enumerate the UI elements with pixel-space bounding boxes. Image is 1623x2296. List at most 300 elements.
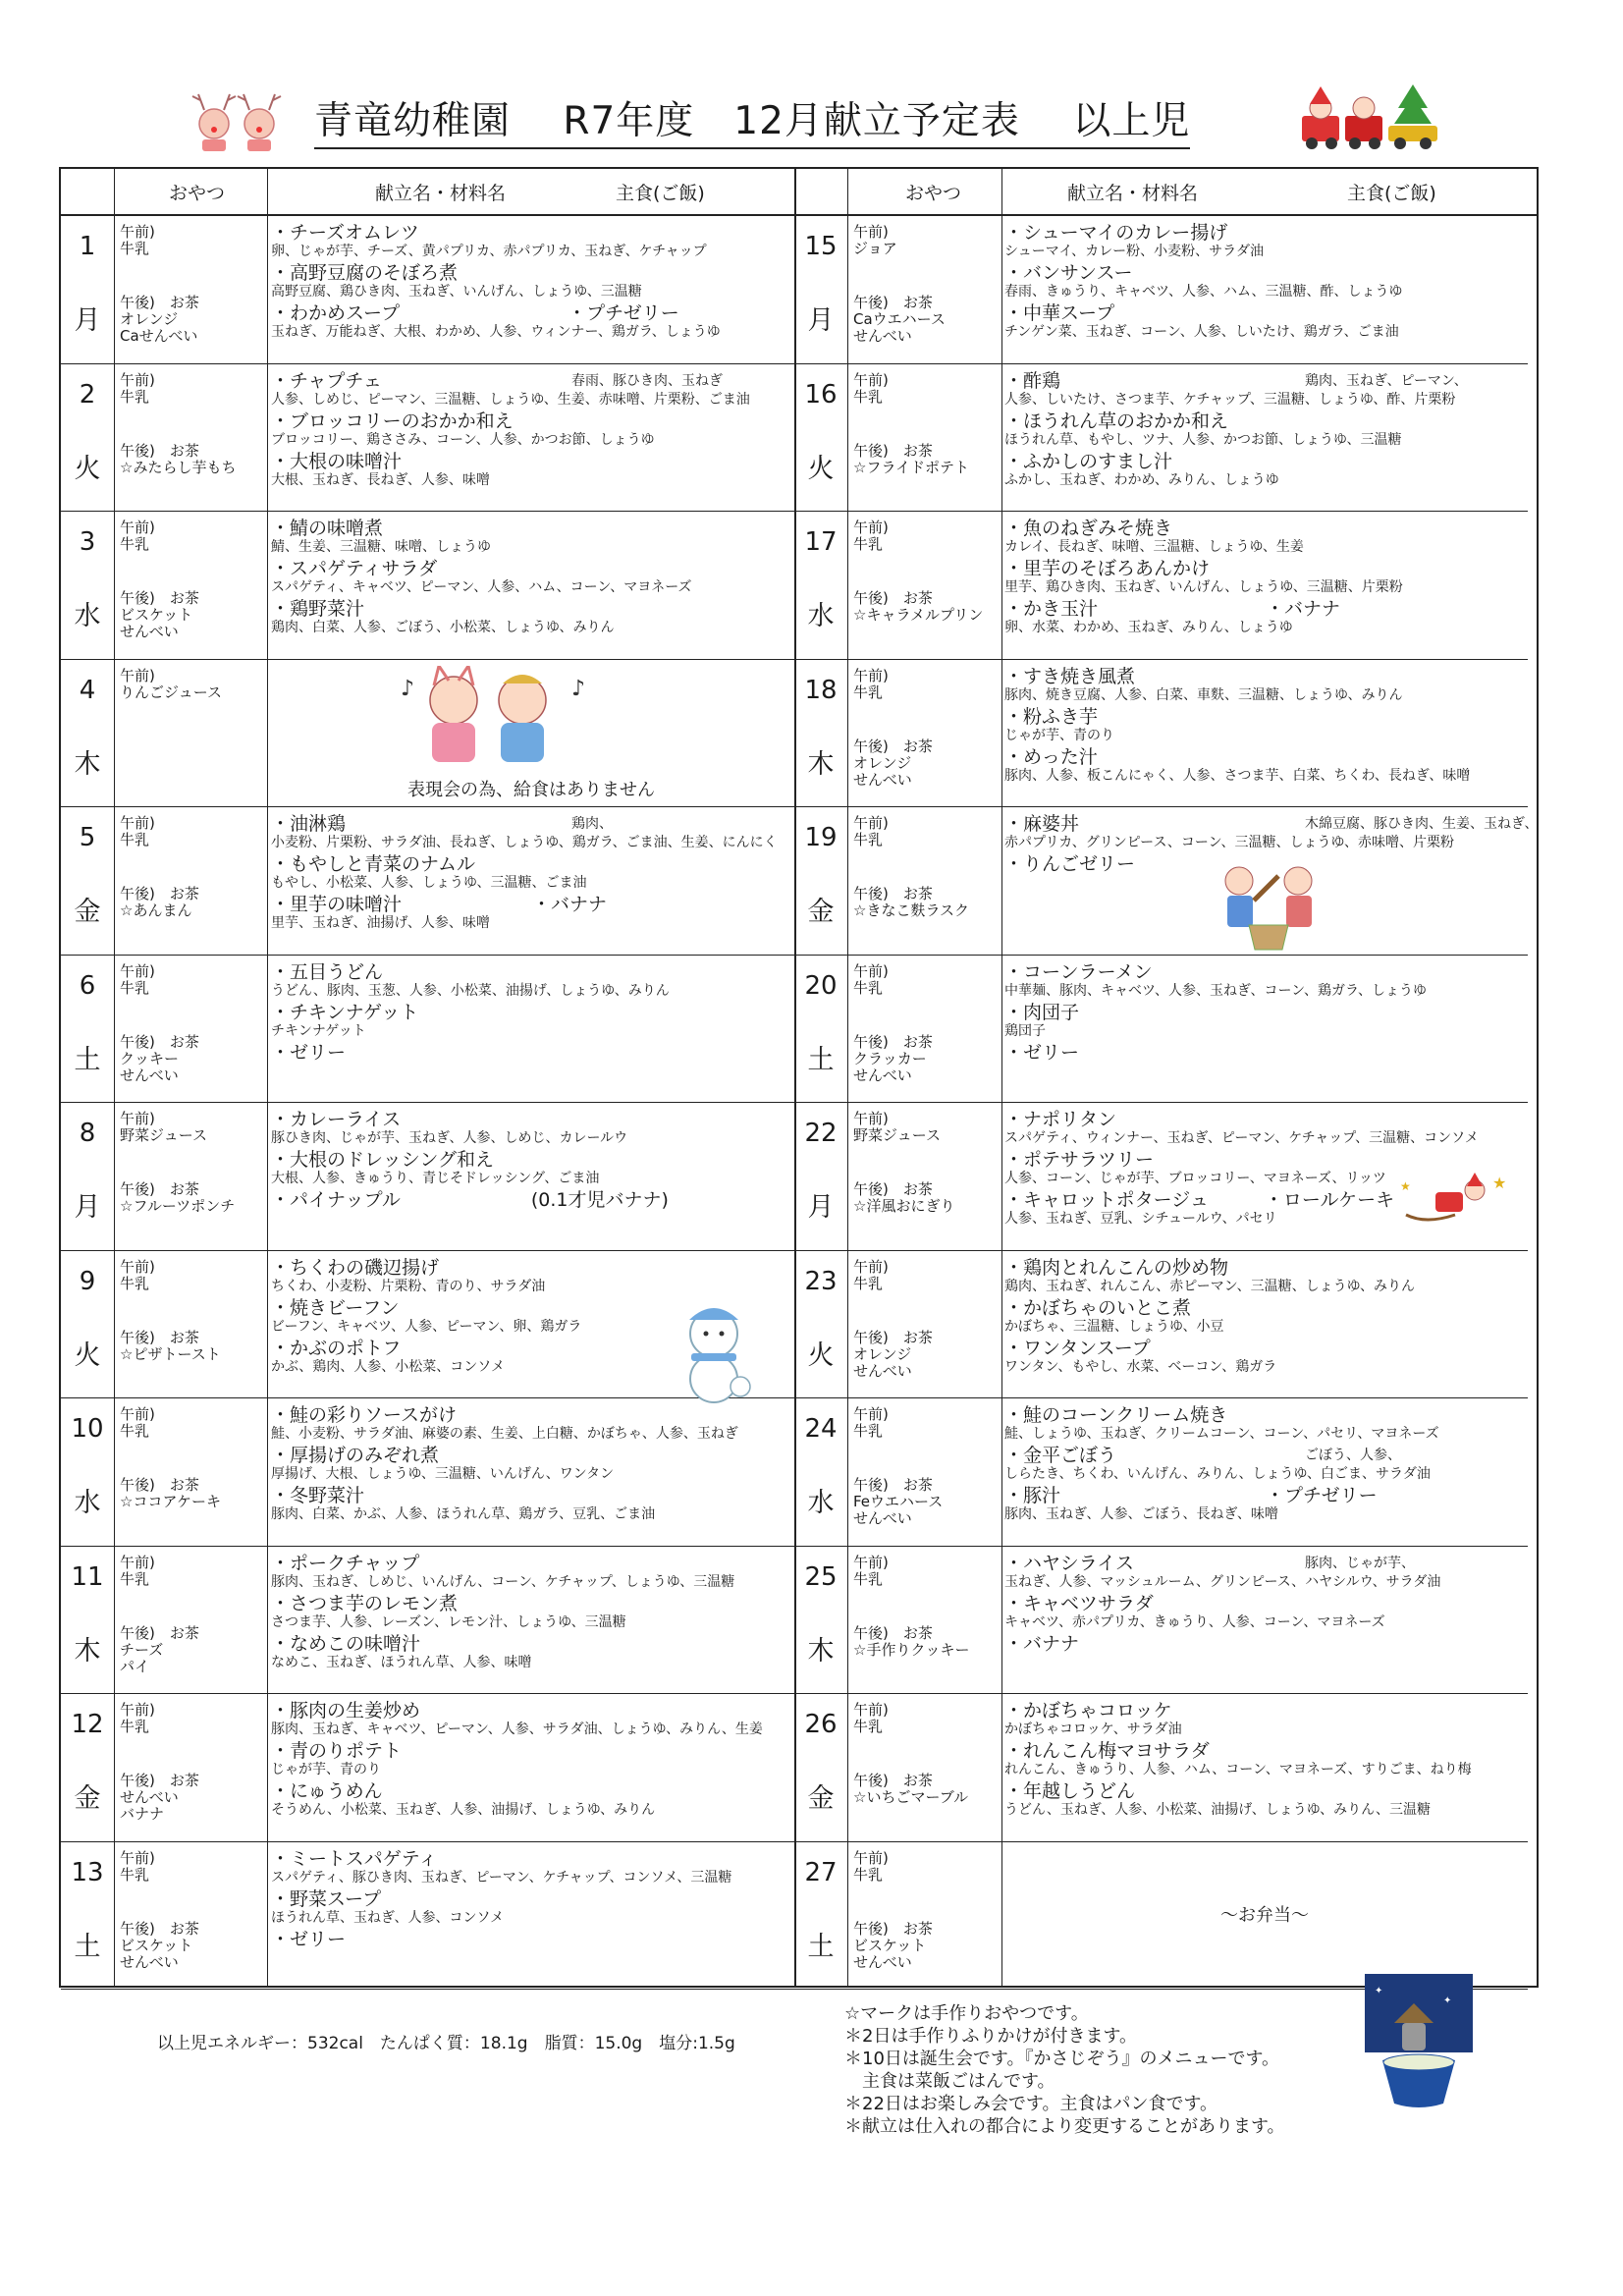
dish-name: ・もやしと青菜のナムル	[271, 853, 476, 875]
ingredient-list: 人参、コーン、じゃが芋、ブロッコリー、マヨネーズ、リッツ	[1004, 1171, 1386, 1186]
ingredient-list: 鶏団子	[1004, 1022, 1046, 1039]
mochi-pounding-illustration-icon	[1210, 856, 1327, 955]
dish-name: ・ワンタンスープ	[1004, 1337, 1151, 1359]
day-number: 15	[804, 232, 838, 261]
snack-line: 午前)	[120, 814, 155, 832]
svg-text:♪: ♪	[401, 677, 415, 701]
snack-line: 牛乳	[853, 831, 884, 848]
snack-line: 午前)	[853, 1405, 889, 1423]
snack-line: 午前)	[120, 961, 155, 980]
dish-name: ・鮭の彩りソースがけ	[271, 1404, 458, 1426]
note-line: ＊22日はお楽しみ会です。主食はパン食です。	[844, 2094, 1218, 2114]
dish-name: ・ほうれん草のおかか和え	[1004, 410, 1229, 432]
table-row	[61, 1842, 794, 1991]
snack-line: せんべい	[853, 1509, 912, 1527]
dish-name: ・りんごゼリー	[1004, 853, 1136, 875]
snack-line: 午前)	[120, 1257, 155, 1276]
snack-line: ☆洋風おにぎり	[853, 1197, 955, 1215]
day-number: 3	[79, 527, 96, 557]
snack-line: 午前)	[120, 1405, 155, 1423]
day-number: 4	[79, 675, 96, 705]
ingredient-list: 豚ひき肉、じゃが芋、玉ねぎ、人参、しめじ、カレールウ	[271, 1130, 628, 1146]
day-weekday: 土	[807, 1044, 835, 1075]
snack-line: 牛乳	[120, 1569, 150, 1588]
dish-name: ・鶏肉とれんこんの炒め物	[1004, 1256, 1229, 1279]
header-menu-right: 献立名・材料名	[1067, 183, 1199, 204]
snack-line: チーズ	[120, 1640, 164, 1659]
snack-line: ビスケット	[120, 1936, 193, 1954]
dish-name: ・バナナ	[1004, 1632, 1080, 1655]
nutrition-info: 以上児エネルギー：532cal たんぱく質：18.1g 脂質：15.0g 塩分:1.5g	[157, 2034, 735, 2053]
svg-text:✦: ✦	[1443, 1995, 1452, 2006]
dish-name: ・鶏野菜汁	[271, 598, 365, 620]
snack-line: せんべい	[853, 327, 912, 345]
ingredient-list: 豚肉、玉ねぎ、しめじ、いんげん、コーン、ケチャップ、しょうゆ、三温糖	[271, 1573, 735, 1590]
snack-line: せんべい	[853, 1952, 912, 1971]
dish-name: ・さつま芋のレモン煮	[271, 1592, 459, 1614]
ingredient-list: なめこ、玉ねぎ、ほうれん草、人参、味噌	[271, 1654, 532, 1670]
dish-name: ・カレーライス	[271, 1109, 402, 1130]
day-number: 23	[804, 1266, 838, 1296]
day-weekday: 土	[807, 1931, 835, 1962]
snack-line: Feウエハース	[853, 1493, 944, 1510]
snack-line: りんごジュース	[120, 683, 222, 701]
snack-line: せんべい	[853, 1066, 912, 1084]
day-number: 24	[804, 1414, 838, 1444]
dish-name: ・わかめスープ ・プチゼリー	[271, 302, 679, 324]
day-weekday: 火	[807, 453, 835, 484]
snack-line: 午後) お茶	[120, 1032, 199, 1051]
dish-name: ・中華スープ	[1004, 302, 1115, 324]
snack-line: 午後) お茶	[853, 737, 933, 755]
dish-name: ・かき玉汁 ・バナナ	[1004, 598, 1341, 620]
snack-line: 午後) お茶	[853, 1623, 933, 1642]
dish-name: ・金平ごぼう	[1004, 1445, 1117, 1466]
dish-name: ・なめこの味噌汁	[271, 1632, 421, 1655]
day-weekday: 土	[74, 1931, 101, 1962]
snack-line: 午前)	[853, 1553, 889, 1571]
ingredient-list: 鮭、小麦粉、サラダ油、麻婆の素、生姜、上白糖、かぼちゃ、人参、玉ねぎ	[271, 1426, 738, 1442]
table-row	[794, 216, 1528, 364]
snack-line: せんべい	[120, 1952, 179, 1971]
dish-name: ・鮭のコーンクリーム焼き	[1004, 1404, 1228, 1426]
snack-line: 午後) お茶	[120, 294, 199, 311]
day-number: 22	[804, 1119, 838, 1148]
dish-extra-ingredients: 鶏肉、	[571, 816, 613, 832]
ingredient-list: ほうれん草、玉ねぎ、人参、コンソメ	[271, 1909, 505, 1926]
day-weekday: 火	[74, 453, 101, 484]
dish-name: ・ちくわの磯辺揚げ	[271, 1256, 440, 1279]
menu-table	[59, 167, 1539, 1988]
snack-line: 牛乳	[120, 1718, 150, 1735]
dish-name: ・キャベツサラダ	[1004, 1592, 1154, 1614]
snack-line: せんべい	[120, 623, 179, 640]
ingredient-list: ブロッコリー、鶏ささみ、コーン、人参、かつお節、しょうゆ	[271, 431, 655, 448]
table-row	[794, 364, 1528, 513]
note-line: ＊2日は手作りふりかけが付きます。	[844, 2026, 1138, 2047]
snack-line: 牛乳	[853, 535, 884, 553]
snack-line: 午前)	[120, 370, 155, 389]
snack-line: クラッカー	[853, 1049, 927, 1067]
table-row	[61, 807, 794, 956]
dish-name: ・野菜スープ	[271, 1887, 382, 1910]
day-number: 8	[79, 1119, 96, 1148]
day-weekday: 火	[807, 1339, 835, 1371]
ingredient-list: 玉ねぎ、万能ねぎ、大根、わかめ、人参、ウィンナー、鶏ガラ、しょうゆ	[271, 324, 721, 340]
dish-name: ・麻婆丼	[1004, 813, 1080, 835]
ingredient-list: 鮭、しょうゆ、玉ねぎ、クリームコーン、コーン、パセリ、マヨネーズ	[1004, 1426, 1439, 1442]
snack-line: 午後) お茶	[120, 441, 199, 460]
ingredient-list: 鶏肉、白菜、人参、ごぼう、小松菜、しょうゆ、みりん	[271, 620, 615, 635]
snack-line: 午後) お茶	[853, 294, 933, 311]
table-row	[61, 1398, 794, 1547]
dish-name: ・バンサンスー	[1004, 262, 1133, 284]
snack-line: ビスケット	[853, 1936, 927, 1954]
snack-line: 牛乳	[120, 978, 150, 997]
dish-name: ・酢鶏	[1004, 369, 1061, 392]
day-weekday: 木	[74, 748, 101, 780]
dish-name: ・里芋のそぼろあんかけ	[1004, 558, 1211, 579]
day-weekday: 木	[74, 1635, 101, 1667]
snack-line: オレンジ	[853, 753, 912, 772]
snack-line: 野菜ジュース	[120, 1126, 207, 1144]
ingredient-list: もやし、小松菜、人参、しょうゆ、三温糖、ごま油	[271, 875, 587, 891]
ingredient-list: 人参、しめじ、ピーマン、三温糖、しょうゆ、生姜、赤味噌、片栗粉、ごま油	[271, 391, 750, 408]
day-weekday: 金	[807, 1783, 835, 1814]
day-weekday: 水	[74, 1488, 101, 1518]
snack-line: 午前)	[120, 1110, 155, 1127]
day-weekday: 木	[807, 748, 835, 780]
ingredient-list: 春雨、きゅうり、キャベツ、人参、ハム、三温糖、酢、しょうゆ	[1004, 284, 1403, 300]
svg-text:★: ★	[1492, 1174, 1507, 1192]
day-number: 10	[71, 1414, 104, 1444]
dish-name: ・ふかしのすまし汁	[1004, 450, 1173, 472]
ingredient-list: そうめん、小松菜、玉ねぎ、人参、油揚げ、しょうゆ、みりん	[271, 1802, 656, 1818]
dish-name: ・すき焼き風煮	[1004, 665, 1136, 687]
dish-name: ・かぼちゃコロッケ	[1004, 1700, 1172, 1722]
day-number: 12	[71, 1710, 104, 1739]
ingredient-list: 豚肉、人参、板こんにゃく、人参、さつま芋、白菜、ちくわ、長ねぎ、味噌	[1004, 767, 1471, 784]
ingredient-list: じゃが芋、青のり	[271, 1762, 381, 1777]
dish-name: ・鯖の味噌煮	[271, 518, 384, 539]
dish-name: ・粉ふき芋	[1004, 705, 1099, 728]
ingredient-list: 豚肉、白菜、かぶ、人参、ほうれん草、鶏ガラ、豆乳、ごま油	[271, 1506, 656, 1522]
dish-name: ・年越しうどん	[1004, 1780, 1136, 1802]
table-row	[61, 1547, 794, 1695]
snack-line: 午後) お茶	[120, 1623, 199, 1642]
table-row	[794, 1694, 1528, 1842]
header-snack-left: おやつ	[169, 183, 226, 204]
day-number: 9	[79, 1266, 96, 1296]
dish-name: ・パイナップル (0.1才児バナナ)	[271, 1189, 669, 1211]
snack-line: 午後) お茶	[853, 1180, 933, 1198]
day-weekday: 水	[807, 1488, 835, 1518]
snack-line: 牛乳	[120, 535, 150, 553]
day-weekday: 水	[807, 601, 835, 631]
snack-line: 牛乳	[853, 1718, 884, 1735]
snack-line: 牛乳	[853, 1569, 884, 1588]
dish-name: ・シューマイのカレー揚げ	[1004, 222, 1228, 244]
dish-name: ・かぶのポトフ	[271, 1337, 402, 1359]
dish-name: ・ゼリー	[1004, 1041, 1080, 1064]
snack-line: Caウエハース	[853, 310, 946, 328]
table-row	[61, 1694, 794, 1842]
snack-line: 午前)	[853, 1701, 889, 1719]
day-number: 26	[804, 1710, 838, 1739]
day-weekday: 月	[74, 1192, 101, 1223]
snack-line: バナナ	[120, 1805, 165, 1823]
dish-name: ・大根のドレッシング和え	[271, 1149, 494, 1171]
svg-text:★: ★	[1400, 1179, 1411, 1193]
snack-line: 午後) お茶	[120, 1328, 199, 1346]
snack-line: 午前)	[120, 1553, 155, 1571]
ingredient-list: 人参、玉ねぎ、豆乳、シチュールウ、パセリ	[1004, 1211, 1277, 1227]
day-number: 16	[804, 379, 838, 410]
snack-line: 午前)	[120, 1848, 155, 1867]
snack-line: 午前)	[853, 1110, 889, 1127]
snack-line: 牛乳	[853, 1865, 884, 1884]
snack-line: 野菜ジュース	[853, 1126, 941, 1144]
snack-line: 牛乳	[120, 831, 150, 848]
dish-name: ・にゅうめん	[271, 1780, 383, 1802]
day-weekday: 月	[807, 305, 835, 336]
dish-name: ・冬野菜汁	[271, 1485, 365, 1506]
table-row	[61, 512, 794, 660]
table-row	[61, 216, 794, 364]
snack-line: 午前)	[853, 519, 889, 536]
snack-line: 午前)	[853, 1848, 889, 1867]
dish-name: ・チーズオムレツ	[271, 222, 420, 244]
ingredient-list: れんこん、きゅうり、人参、ハム、コーン、マヨネーズ、すりごま、ねり梅	[1004, 1762, 1472, 1777]
day-number: 5	[79, 823, 96, 852]
dish-name: ・里芋の味噌汁 ・バナナ	[271, 894, 608, 915]
ingredient-list: 玉ねぎ、人参、マッシュルーム、グリンピース、ハヤシルウ、サラダ油	[1004, 1573, 1441, 1590]
table-header	[61, 169, 1537, 216]
dish-name: ・かぼちゃのいとこ煮	[1004, 1296, 1192, 1319]
snack-line: 午後) お茶	[853, 1476, 933, 1494]
snack-line: ☆ピザトースト	[120, 1344, 221, 1363]
dish-extra-ingredients: 木綿豆腐、豚ひき肉、生姜、玉ねぎ、	[1305, 816, 1539, 832]
ingredient-list: 里芋、鶏ひき肉、玉ねぎ、いんげん、しょうゆ、三温糖、片栗粉	[1004, 579, 1403, 595]
snack-line: Caせんべい	[120, 327, 198, 345]
ingredient-list: 卵、じゃが芋、チーズ、黄パプリカ、赤パプリカ、玉ねぎ、ケチャップ	[271, 244, 707, 259]
day-weekday: 金	[807, 897, 835, 927]
dish-name: ・ゼリー	[271, 1928, 347, 1950]
day-weekday: 木	[807, 1635, 835, 1667]
ingredient-list: 里芋、玉ねぎ、油揚げ、人参、味噌	[271, 915, 490, 931]
note-line: ＊献立は仕入れの都合により変更することがあります。	[844, 2116, 1285, 2137]
dish-name: ・五目うどん	[271, 960, 384, 983]
header-staple-right: 主食(ご飯)	[1347, 183, 1436, 204]
snack-line: 午後) お茶	[853, 589, 933, 607]
ingredient-list: じゃが芋、青のり	[1004, 727, 1114, 743]
ingredient-list: ちくわ、小麦粉、片栗粉、青のり、サラダ油	[271, 1278, 546, 1294]
svg-text:✦: ✦	[1375, 1986, 1383, 1996]
snack-line: クッキー	[120, 1049, 180, 1067]
day-number: 6	[79, 970, 96, 1001]
snack-line: 午前)	[853, 370, 889, 389]
snack-line: 午後) お茶	[853, 885, 933, 902]
dish-name: ・めった汁	[1004, 745, 1098, 768]
snowman-icon	[670, 1298, 758, 1406]
dish-name: ・チキンナゲット	[271, 1001, 419, 1023]
ingredient-list: シューマイ、カレー粉、小麦粉、サラダ油	[1004, 244, 1265, 259]
snack-line: ☆フルーツポンチ	[120, 1197, 236, 1215]
ingredient-list: 豚肉、焼き豆腐、人参、白菜、車麩、三温糖、しょうゆ、みりん	[1004, 686, 1403, 703]
day-weekday: 土	[74, 1044, 101, 1075]
kasajizo-illustration-icon	[1365, 1974, 1473, 2107]
snack-line: パイ	[120, 1657, 150, 1675]
ingredient-list: 豚肉、玉ねぎ、キャベツ、ピーマン、人参、サラダ油、しょうゆ、みりん、生姜	[271, 1722, 763, 1737]
dish-name: ・厚揚げのみぞれ煮	[271, 1445, 440, 1466]
table-row	[794, 1842, 1528, 1991]
snack-line: ☆ココアケーキ	[120, 1493, 221, 1510]
ingredient-list: 鯖、生姜、三温糖、味噌、しょうゆ	[271, 539, 491, 555]
note-line: 主食は菜飯ごはんです。	[844, 2071, 1055, 2092]
dish-name: ・ミートスパゲティ	[271, 1847, 438, 1870]
snack-line: オレンジ	[120, 310, 179, 328]
header-menu-left: 献立名・材料名	[375, 183, 507, 204]
ingredient-list: 大根、玉ねぎ、長ねぎ、人参、味噌	[271, 471, 490, 488]
ingredient-list: 豚肉、玉ねぎ、人参、ごぼう、長ねぎ、味噌	[1004, 1506, 1278, 1522]
snack-line: ビスケット	[120, 606, 193, 624]
header-snack-right: おやつ	[905, 183, 962, 204]
day-weekday: 金	[74, 897, 101, 927]
dish-extra-ingredients: 春雨、豚ひき肉、玉ねぎ	[571, 372, 723, 389]
ingredient-list: 大根、人参、きゅうり、青じそドレッシング、ごま油	[271, 1171, 600, 1186]
table-row	[794, 956, 1528, 1104]
reindeer-illustration-icon	[187, 86, 295, 153]
snack-line: 午前)	[120, 519, 155, 536]
snack-line: 牛乳	[853, 1422, 884, 1440]
ingredient-list: 人参、しいたけ、さつま芋、ケチャップ、三温糖、しょうゆ、酢、片栗粉	[1004, 391, 1456, 408]
snack-line: ☆あんまん	[120, 902, 192, 919]
dish-name: ・豚汁 ・プチゼリー	[1004, 1485, 1378, 1506]
snack-line: 午前)	[120, 223, 155, 241]
snack-line: 午後) お茶	[853, 1919, 933, 1938]
ingredient-list: 厚揚げ、大根、しょうゆ、三温糖、いんげん、ワンタン	[271, 1466, 615, 1482]
ingredient-list: 鶏肉、玉ねぎ、れんこん、赤ピーマン、三温糖、しょうゆ、みりん	[1004, 1278, 1416, 1294]
snack-line: 午後) お茶	[120, 1180, 199, 1198]
table-row	[794, 1547, 1528, 1695]
ingredient-list: ビーフン、キャベツ、人参、ピーマン、卵、鶏ガラ	[271, 1318, 582, 1335]
snack-line: せんべい	[120, 1066, 179, 1084]
snack-line: 午後) お茶	[120, 885, 199, 902]
ingredient-list: スパゲティ、豚ひき肉、玉ねぎ、ピーマン、ケチャップ、コンソメ、三温糖	[271, 1869, 732, 1886]
dish-name: ・青のりポテト	[271, 1740, 403, 1762]
dish-name: ・キャロットポタージュ ・ロールケーキ	[1004, 1189, 1395, 1211]
day-weekday: 金	[74, 1783, 101, 1814]
dish-name: ・大根の味噌汁	[271, 450, 403, 472]
dish-name: ・ブロッコリーのおかか和え	[271, 410, 514, 432]
page-title: 青竜幼稚園 R7年度 12月献立予定表 以上児	[314, 90, 1190, 149]
dish-extra-ingredients: 鶏肉、玉ねぎ、ピーマン、	[1305, 372, 1468, 389]
ingredient-list: かぼちゃコロッケ、サラダ油	[1004, 1722, 1182, 1737]
snack-line: 牛乳	[853, 978, 884, 997]
snack-line: 牛乳	[120, 1865, 150, 1884]
day-note: ～お弁当～	[1220, 1904, 1309, 1926]
table-row	[794, 660, 1528, 808]
snack-line: 牛乳	[853, 683, 884, 701]
snack-line: ☆キャラメルプリン	[853, 606, 984, 624]
snack-line: ☆いちごマーブル	[853, 1788, 969, 1806]
snack-line: 牛乳	[120, 1274, 150, 1292]
dish-extra-ingredients: 豚肉、じゃが芋、	[1305, 1555, 1415, 1571]
snack-line: 午後) お茶	[853, 1772, 933, 1789]
day-weekday: 月	[74, 305, 101, 336]
day-number: 19	[804, 823, 838, 852]
dish-name: ・チャプチェ	[271, 369, 382, 392]
christmas-train-icon	[1296, 81, 1453, 155]
ingredient-list: 卵、水菜、わかめ、玉ねぎ、みりん、しょうゆ	[1004, 620, 1293, 635]
snack-line: せんべい	[853, 770, 912, 789]
ingredient-list: ほうれん草、もやし、ツナ、人参、かつお節、しょうゆ、三温糖	[1004, 431, 1402, 448]
dish-name: ・豚肉の生姜炒め	[271, 1700, 421, 1722]
snack-line: 牛乳	[120, 387, 150, 406]
dish-name: ・高野豆腐のそぼろ煮	[271, 262, 459, 284]
ingredient-list: スパゲティ、キャベツ、ピーマン、人参、ハム、コーン、マヨネーズ	[271, 579, 692, 595]
ingredient-list: かぼちゃ、三温糖、しょうゆ、小豆	[1004, 1318, 1224, 1335]
snack-line: 牛乳	[120, 1422, 150, 1440]
day-weekday: 火	[74, 1339, 101, 1371]
snack-line: ジョア	[853, 240, 897, 257]
snack-line: 牛乳	[853, 387, 884, 406]
dish-name: ・ナポリタン	[1004, 1109, 1117, 1130]
title-area	[177, 86, 1453, 155]
dish-extra-ingredients: ごぼう、人参、	[1305, 1448, 1401, 1463]
snack-line: せんべい	[853, 1361, 912, 1380]
snack-line: 牛乳	[120, 240, 150, 257]
snack-line: 午前)	[120, 666, 155, 684]
snack-line: 午前)	[853, 1257, 889, 1276]
table-row	[61, 956, 794, 1104]
ingredient-list: カレイ、長ねぎ、味噌、三温糖、しょうゆ、生姜	[1004, 539, 1304, 555]
snack-line: 午前)	[853, 666, 889, 684]
ingredient-list: 赤パプリカ、グリンピース、コーン、三温糖、しょうゆ、赤味噌、片栗粉	[1004, 835, 1454, 850]
day-number: 1	[79, 232, 96, 261]
ingredient-list: チキンナゲット	[271, 1022, 366, 1039]
snack-line: オレンジ	[853, 1344, 912, 1363]
ingredient-list: 小麦粉、片栗粉、サラダ油、長ねぎ、しょうゆ、鶏ガラ、ごま油、生姜、にんにく	[271, 835, 778, 850]
ingredient-list: 高野豆腐、鶏ひき肉、玉ねぎ、いんげん、しょうゆ、三温糖	[271, 284, 642, 300]
table-row	[794, 807, 1539, 956]
ingredient-list: 中華麺、豚肉、キャベツ、人参、玉ねぎ、コーン、鶏ガラ、しょうゆ	[1004, 982, 1427, 999]
dish-name: ・ポークチャップ	[271, 1552, 420, 1574]
table-row	[794, 512, 1528, 660]
ingredient-list: チンゲン菜、玉ねぎ、コーン、人参、しいたけ、鶏ガラ、ごま油	[1004, 324, 1399, 340]
snack-line: せんべい	[120, 1788, 179, 1806]
santa-sleigh-icon	[1396, 1171, 1514, 1230]
snack-line: 午後) お茶	[120, 1476, 199, 1494]
snack-line: 午後) お茶	[120, 1772, 199, 1789]
snack-line: 午前)	[853, 223, 889, 241]
ingredient-list: スパゲティ、ウィンナー、玉ねぎ、ピーマン、ケチャップ、三温糖、コンソメ	[1004, 1130, 1479, 1146]
dish-name: ・魚のねぎみそ焼き	[1004, 518, 1173, 539]
snack-line: 午後) お茶	[120, 589, 199, 607]
day-number: 27	[804, 1857, 838, 1887]
snack-line: ☆フライドポテト	[853, 458, 969, 476]
day-number: 2	[79, 379, 96, 410]
dish-name: ・ゼリー	[271, 1041, 347, 1064]
day-number: 11	[71, 1561, 104, 1592]
ingredient-list: さつま芋、人参、レーズン、レモン汁、しょうゆ、三温糖	[271, 1613, 626, 1630]
table-row	[794, 1251, 1528, 1399]
header-staple-left: 主食(ご飯)	[616, 183, 705, 204]
dish-name: ・ポテサラツリー	[1004, 1149, 1155, 1171]
dish-name: ・スパゲティサラダ	[271, 558, 438, 579]
dish-name: ・ハヤシライス	[1004, 1552, 1135, 1574]
note-line: ＊10日は誕生会です。『かさじぞう』のメニューです。	[844, 2049, 1280, 2069]
